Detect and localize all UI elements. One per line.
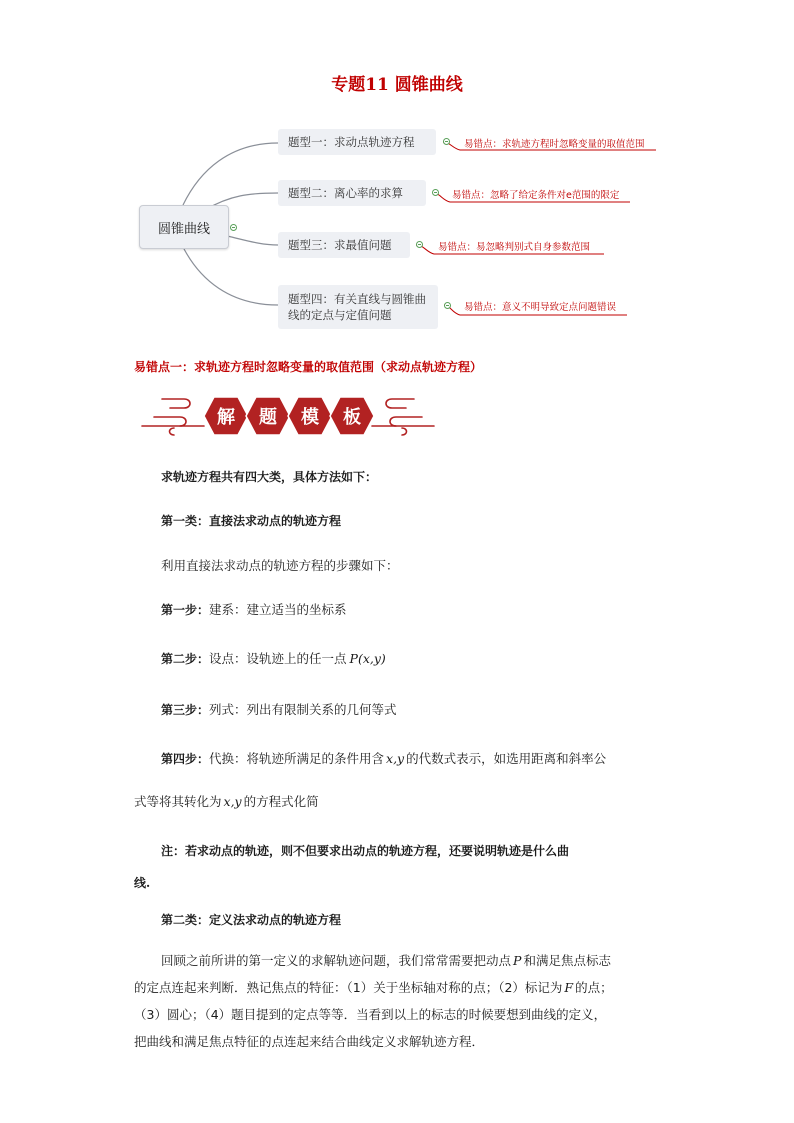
- banner-char-1: 解: [217, 407, 235, 428]
- topic-3-note: 易错点：易忽略判别式自身参数范围: [438, 242, 591, 253]
- topic-2-note: 易错点：忽略了给定条件对e范围的限定: [452, 190, 620, 201]
- para-text-b: 和满足焦点标志: [523, 953, 611, 968]
- para-math-f: F: [564, 980, 574, 995]
- topic-3-toggle-icon[interactable]: [416, 241, 423, 248]
- step-2-math: P(x,y): [349, 651, 386, 666]
- class2-heading: 第二类：定义法求动点的轨迹方程: [161, 913, 342, 927]
- para-line-3: （3）圆心；（4）题目提到的定点等等．当看到以上的标志的时候要想到曲线的定义，: [134, 1007, 607, 1022]
- para-text-d: 的点；: [575, 980, 613, 995]
- topic-4: 题型四：有关直线与圆锥曲线的定点与定值问题: [278, 285, 438, 329]
- section-heading: 易错点一：求轨迹方程时忽略变量的取值范围（求动点轨迹方程）: [134, 360, 483, 374]
- topic-1: 题型一：求动点轨迹方程: [278, 129, 436, 155]
- step-1-label: 第一步：: [161, 603, 210, 617]
- topic-2: 题型二：离心率的求算: [278, 180, 426, 206]
- step-4-math-b: x,y: [223, 794, 242, 809]
- step-2-text: 设点：设轨迹上的任一点: [209, 651, 347, 666]
- step-3-text: 列式：列出有限制关系的几何等式: [209, 702, 397, 717]
- banner-decoration: [140, 390, 436, 442]
- solution-template-banner: [140, 390, 436, 442]
- banner-char-3: 模: [301, 407, 319, 428]
- topic-1-toggle-icon[interactable]: [443, 138, 450, 145]
- step-4-math-a: x,y: [386, 751, 405, 766]
- topic-1-note: 易错点：求轨迹方程时忽略变量的取值范围: [464, 139, 645, 150]
- para-line-4: 把曲线和满足焦点特征的点连起来结合曲线定义求解轨迹方程．: [134, 1034, 485, 1049]
- step-4-text-c: 式等将其转化为: [134, 794, 222, 809]
- class1-intro: 利用直接法求动点的轨迹方程的步骤如下：: [161, 558, 399, 573]
- para-math-p: P: [513, 953, 522, 968]
- step-2: [161, 649, 386, 667]
- para-text-c: 的定点连起来判断．熟记焦点的特征：（1）关于坐标轴对称的点；（2）标记为: [134, 980, 563, 995]
- topic-3: 题型三：求最值问题: [278, 232, 410, 258]
- step-1: [161, 600, 347, 618]
- collapse-toggle-icon[interactable]: [230, 224, 237, 231]
- step-4-text-a: 代换：将轨迹所满足的条件用含: [209, 751, 385, 766]
- intro-text: 求轨迹方程共有四大类，具体方法如下：: [161, 470, 378, 484]
- banner-char-4: 板: [343, 407, 361, 428]
- topic-2-toggle-icon[interactable]: [432, 189, 439, 196]
- step-3: [161, 700, 397, 718]
- para-line-2: [134, 978, 613, 996]
- para-text-a: 回顾之前所讲的第一定义的求解轨迹问题，我们常常需要把动点: [161, 953, 512, 968]
- note-line-2: 线.: [134, 876, 151, 890]
- page-title: 专题11 圆锥曲线: [331, 75, 463, 95]
- mind-map: [0, 0, 794, 340]
- step-4-label: 第四步：: [161, 752, 210, 766]
- step-2-label: 第二步：: [161, 652, 210, 666]
- class1-heading: 第一类：直接法求动点的轨迹方程: [161, 514, 342, 528]
- note-line-1: 注：若求动点的轨迹，则不但要求出动点的轨迹方程，还要说明轨迹是什么曲: [161, 844, 570, 858]
- step-4-text-d: 的方程式化简: [243, 794, 319, 809]
- step-4-line-2: [134, 792, 319, 810]
- mind-map-root: 圆锥曲线: [139, 205, 229, 249]
- step-3-label: 第三步：: [161, 703, 210, 717]
- para-line-1: [161, 951, 611, 969]
- step-4-text-b: 的代数式表示，如选用距离和斜率公: [406, 751, 607, 766]
- step-4-line-1: [161, 749, 606, 767]
- banner-char-2: 题: [259, 407, 277, 428]
- step-1-text: 建系：建立适当的坐标系: [209, 602, 347, 617]
- topic-4-note: 易错点：意义不明导致定点问题错误: [464, 302, 617, 313]
- topic-4-toggle-icon[interactable]: [444, 302, 451, 309]
